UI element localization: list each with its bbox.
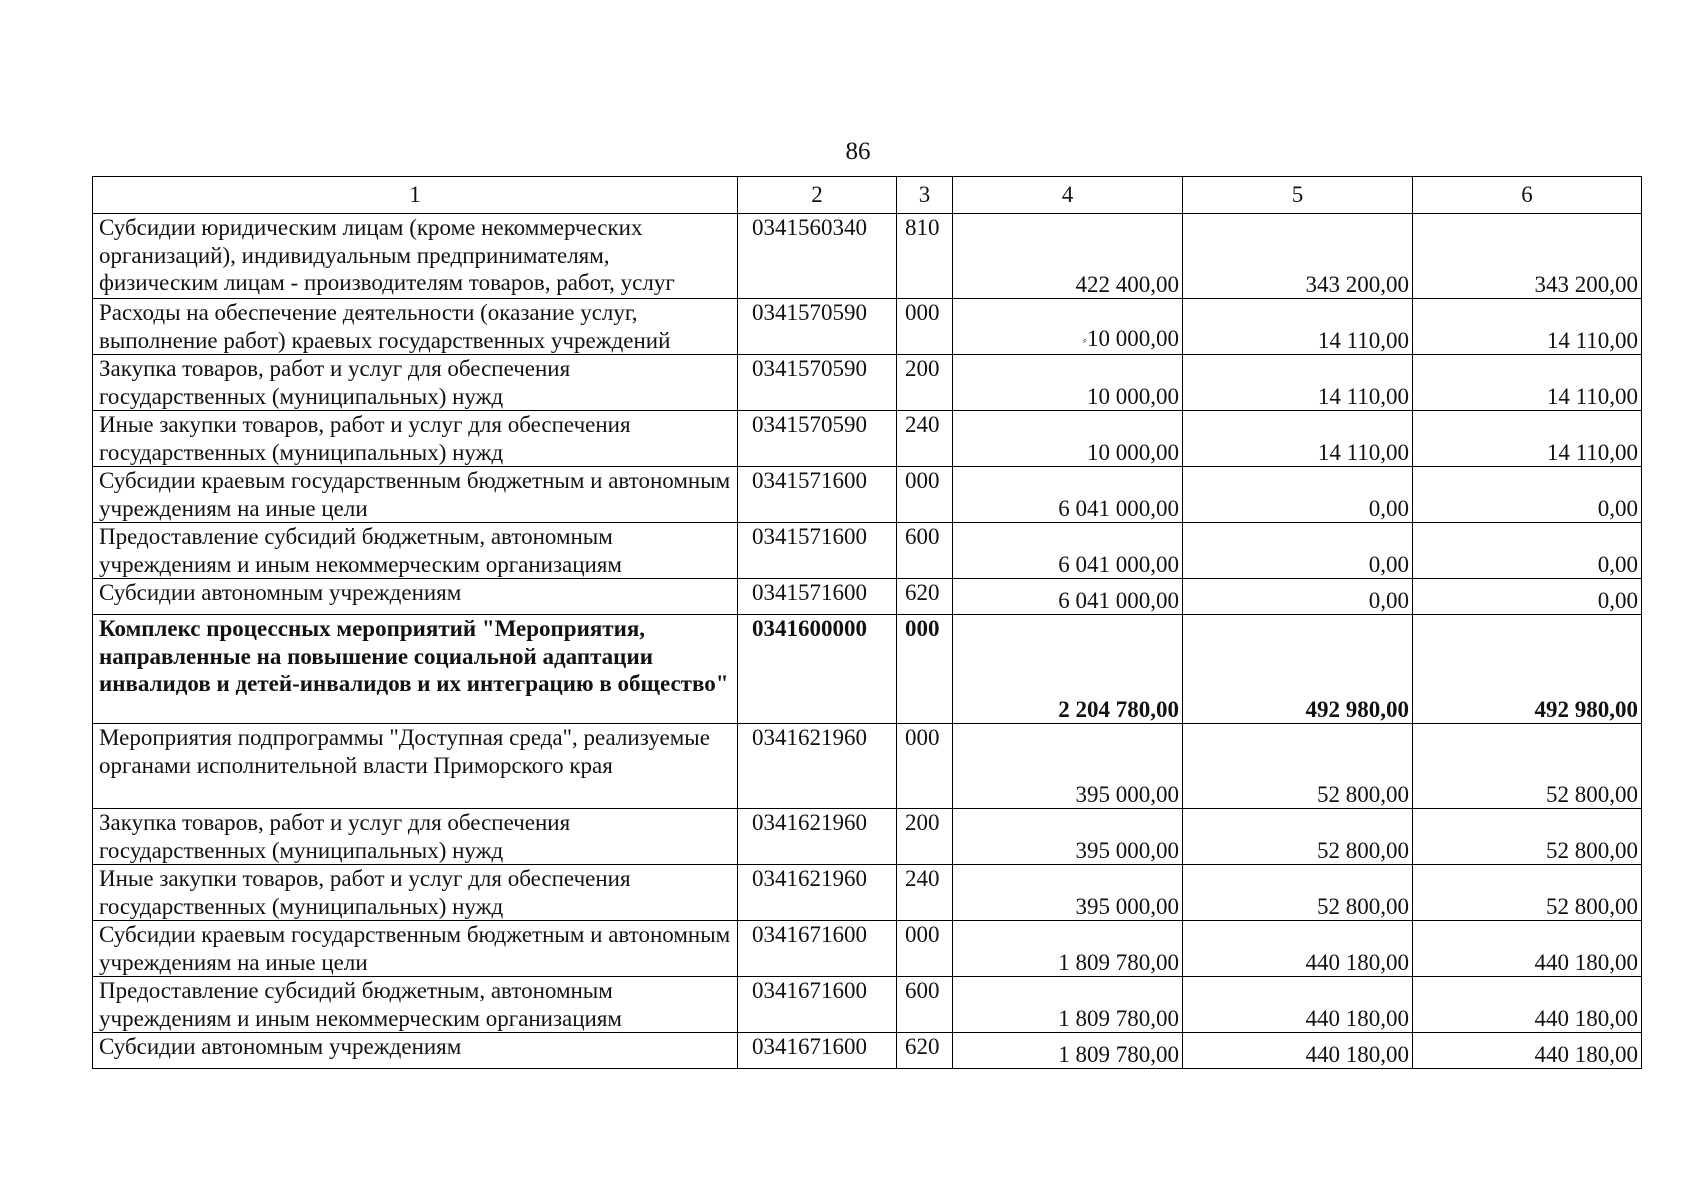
row-type-cell: 240 <box>897 865 953 921</box>
row-value-6-cell: 14 110,00 <box>1413 355 1642 411</box>
table-row <box>93 299 1642 355</box>
row-name-cell: Расходы на обеспечение деятельности (оказание услуг, выполнение работ) краевых государственных учреждений <box>93 299 738 355</box>
row-value-6-cell: 440 180,00 <box>1413 1033 1642 1069</box>
row-type-cell: 620 <box>897 579 953 615</box>
row-value-4-cell: 1 809 780,00 <box>953 977 1183 1033</box>
row-name-cell: Закупка товаров, работ и услуг для обеспечения государственных (муниципальных) нужд <box>93 355 738 411</box>
column-header: 6 <box>1413 177 1642 214</box>
row-value-4-cell: 10 000,00 <box>953 411 1183 467</box>
row-value-6-cell: 0,00 <box>1413 579 1642 615</box>
row-type-cell: 240 <box>897 411 953 467</box>
row-value-4-cell: 2 204 780,00 <box>953 615 1183 724</box>
row-value-4-cell: 6 041 000,00 <box>953 579 1183 615</box>
row-value-4-cell: 422 400,00 <box>953 214 1183 299</box>
row-value-5-cell: 343 200,00 <box>1183 214 1413 299</box>
row-type-cell: 000 <box>897 921 953 977</box>
row-value-4-cell: 10 000,00 <box>953 355 1183 411</box>
row-value-5-cell: 14 110,00 <box>1183 299 1413 355</box>
column-number-row <box>93 177 1642 214</box>
table-row <box>93 977 1642 1033</box>
column-header: 2 <box>738 177 897 214</box>
row-value-5-cell: 0,00 <box>1183 579 1413 615</box>
row-value-4-cell: 6 041 000,00 <box>953 467 1183 523</box>
table-row <box>93 1033 1642 1069</box>
table-row <box>93 724 1642 809</box>
row-type-cell: 810 <box>897 214 953 299</box>
row-value-5-cell: 440 180,00 <box>1183 1033 1413 1069</box>
row-value-6-cell: 492 980,00 <box>1413 615 1642 724</box>
column-header: 3 <box>897 177 953 214</box>
row-value-6-cell: 343 200,00 <box>1413 214 1642 299</box>
row-value-4-cell <box>953 299 1183 355</box>
row-value-5-cell: 440 180,00 <box>1183 921 1413 977</box>
page-number: 86 <box>845 138 871 165</box>
row-value-5-cell: 14 110,00 <box>1183 411 1413 467</box>
table-row <box>93 921 1642 977</box>
row-name-cell: Иные закупки товаров, работ и услуг для обеспечения государственных (муниципальных) нужд <box>93 865 738 921</box>
row-value-6-cell: 440 180,00 <box>1413 977 1642 1033</box>
row-value-5-cell: 0,00 <box>1183 523 1413 579</box>
row-value-6-cell: 440 180,00 <box>1413 921 1642 977</box>
row-code-cell: 0341560340 <box>738 214 897 299</box>
row-value-4-text: 10 000,00 <box>1087 325 1179 351</box>
row-value-6-cell: 52 800,00 <box>1413 865 1642 921</box>
row-value-4-cell: 395 000,00 <box>953 809 1183 865</box>
row-value-6-cell: 52 800,00 <box>1413 809 1642 865</box>
row-type-cell: 600 <box>897 523 953 579</box>
row-value-6-cell: 14 110,00 <box>1413 411 1642 467</box>
row-code-cell: 0341671600 <box>738 921 897 977</box>
row-code-cell: 0341671600 <box>738 977 897 1033</box>
table-row <box>93 355 1642 411</box>
row-name-cell: Иные закупки товаров, работ и услуг для обеспечения государственных (муниципальных) нужд <box>93 411 738 467</box>
row-name-cell: Предоставление субсидий бюджетным, автономным учреждениям и иным некоммерческим организациям <box>93 977 738 1033</box>
column-header: 4 <box>953 177 1183 214</box>
row-value-4-cell: 1 809 780,00 <box>953 1033 1183 1069</box>
row-type-cell: 000 <box>897 615 953 724</box>
row-code-cell: 0341671600 <box>738 1033 897 1069</box>
row-value-6-cell: 14 110,00 <box>1413 299 1642 355</box>
row-value-5-cell: 440 180,00 <box>1183 977 1413 1033</box>
row-value-4-cell: 395 000,00 <box>953 724 1183 809</box>
table-row <box>93 214 1642 299</box>
table-row <box>93 523 1642 579</box>
row-type-cell: 000 <box>897 467 953 523</box>
row-name-cell: Субсидии юридическим лицам (кроме некоммерческих организаций), индивидуальным предпринимателям, физическим лицам - производителям товаров, работ, услуг <box>93 214 738 299</box>
row-value-4-cell: 1 809 780,00 <box>953 921 1183 977</box>
row-value-6-cell: 0,00 <box>1413 523 1642 579</box>
row-type-cell: 200 <box>897 355 953 411</box>
row-code-cell: 0341570590 <box>738 411 897 467</box>
row-code-cell: 0341600000 <box>738 615 897 724</box>
table-row <box>93 411 1642 467</box>
row-value-6-cell: 52 800,00 <box>1413 724 1642 809</box>
table-row <box>93 467 1642 523</box>
row-code-cell: 0341621960 <box>738 865 897 921</box>
table-row <box>93 615 1642 724</box>
row-name-cell: Комплекс процессных мероприятий "Мероприятия, направленные на повышение социальной адаптации инвалидов и детей-инвалидов и их интеграцию в общество" <box>93 615 738 724</box>
row-name-cell: Субсидии краевым государственным бюджетным и автономным учреждениям на иные цели <box>93 467 738 523</box>
row-value-4-cell: 6 041 000,00 <box>953 523 1183 579</box>
row-type-cell: 000 <box>897 299 953 355</box>
row-value-5-cell: 52 800,00 <box>1183 865 1413 921</box>
row-code-cell: 0341570590 <box>738 355 897 411</box>
stray-mark: ⸗ <box>1082 332 1087 348</box>
row-name-cell: Закупка товаров, работ и услуг для обеспечения государственных (муниципальных) нужд <box>93 809 738 865</box>
row-name-cell: Субсидии автономным учреждениям <box>93 1033 738 1069</box>
row-name-cell: Субсидии краевым государственным бюджетным и автономным учреждениям на иные цели <box>93 921 738 977</box>
row-code-cell: 0341571600 <box>738 579 897 615</box>
row-code-cell: 0341571600 <box>738 523 897 579</box>
row-value-5-cell: 492 980,00 <box>1183 615 1413 724</box>
column-header: 1 <box>93 177 738 214</box>
row-type-cell: 620 <box>897 1033 953 1069</box>
row-value-5-cell: 0,00 <box>1183 467 1413 523</box>
table-row <box>93 579 1642 615</box>
column-header: 5 <box>1183 177 1413 214</box>
row-code-cell: 0341621960 <box>738 809 897 865</box>
row-value-4-cell: 395 000,00 <box>953 865 1183 921</box>
row-value-6-cell: 0,00 <box>1413 467 1642 523</box>
row-value-5-cell: 52 800,00 <box>1183 724 1413 809</box>
row-code-cell: 0341570590 <box>738 299 897 355</box>
row-name-cell: Субсидии автономным учреждениям <box>93 579 738 615</box>
table-row <box>93 809 1642 865</box>
table-row <box>93 865 1642 921</box>
row-code-cell: 0341571600 <box>738 467 897 523</box>
budget-table <box>92 176 1642 1069</box>
row-code-cell: 0341621960 <box>738 724 897 809</box>
row-type-cell: 000 <box>897 724 953 809</box>
row-value-5-cell: 14 110,00 <box>1183 355 1413 411</box>
row-name-cell: Мероприятия подпрограммы "Доступная среда", реализуемые органами исполнительной власти Приморского края <box>93 724 738 809</box>
row-name-cell: Предоставление субсидий бюджетным, автономным учреждениям и иным некоммерческим организациям <box>93 523 738 579</box>
row-value-5-cell: 52 800,00 <box>1183 809 1413 865</box>
row-type-cell: 600 <box>897 977 953 1033</box>
row-type-cell: 200 <box>897 809 953 865</box>
